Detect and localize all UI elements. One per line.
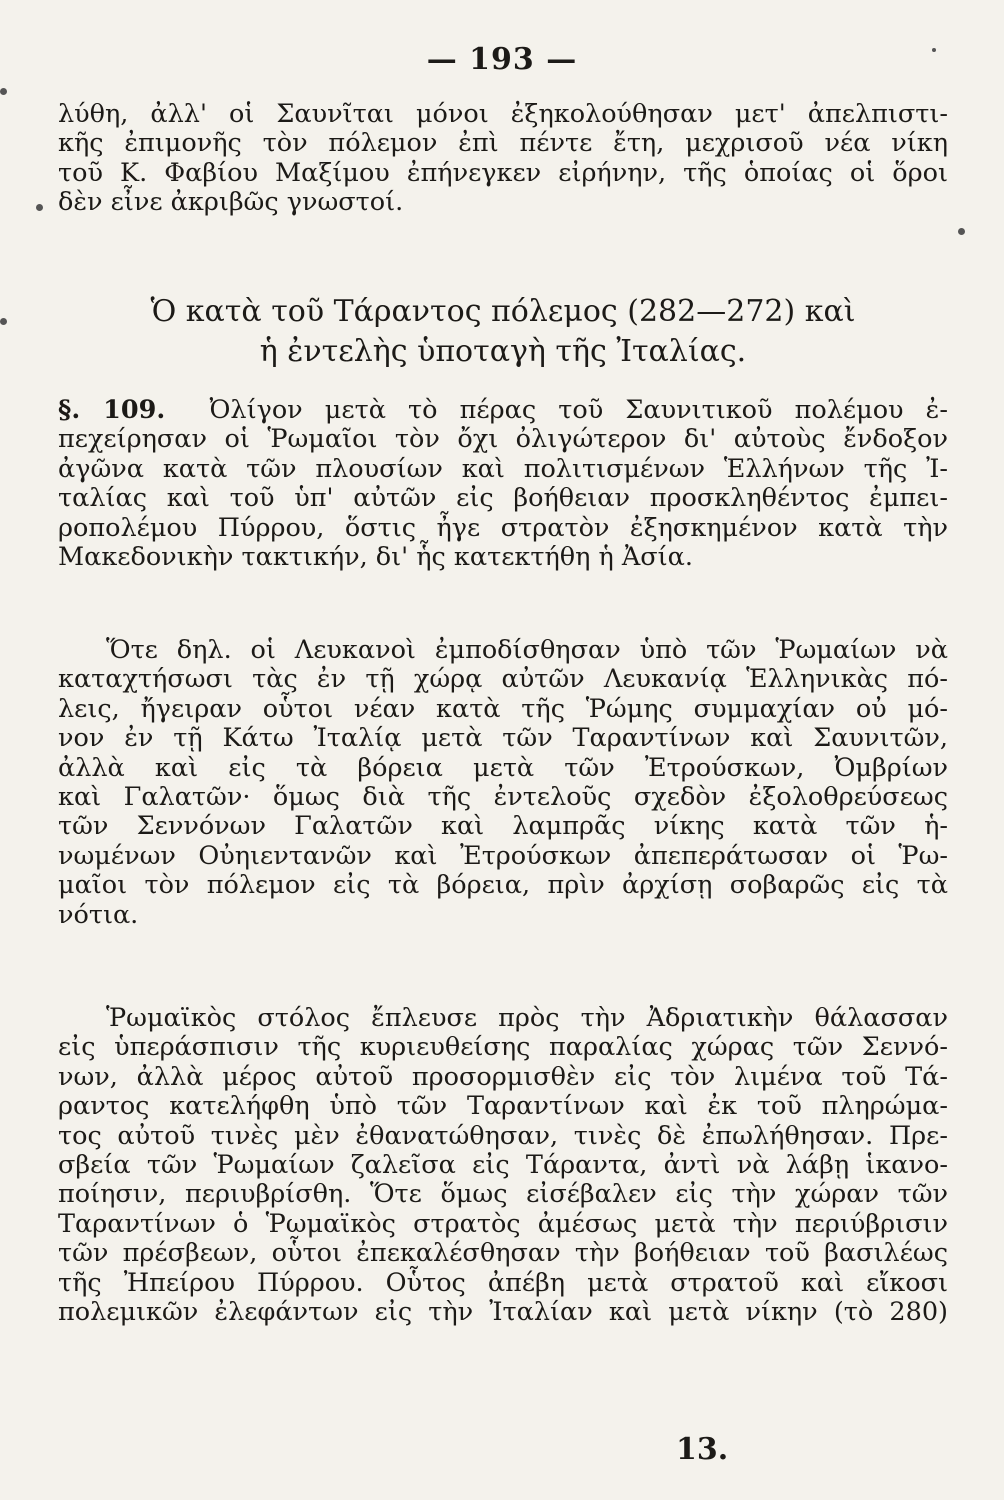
- text-line: ποίησιν, περιυβρίσθη. Ὅτε ὅμως εἰσέβαλεν εἰς τὴν χώραν τῶν: [58, 1179, 948, 1210]
- intro-paragraph: [58, 100, 948, 218]
- paragraph-2: [58, 636, 948, 930]
- print-speck: [932, 48, 936, 52]
- text-line: ροπολέμου Πύρρου, ὅστις ἦγε στρατὸν ἐξησκημένον κατὰ τὴν: [58, 512, 948, 543]
- text-line: νων, ἀλλὰ μέρος αὐτοῦ προσορμισθὲν εἰς τὸν λιμένα τοῦ Τά-: [58, 1061, 948, 1092]
- text-line: νωμένων Οὐηιεντανῶν καὶ Ἐτρούσκων ἀπεπεράτωσαν οἱ Ῥω-: [58, 840, 948, 871]
- text-line: πεχείρησαν οἱ Ῥωμαῖοι τὸν ὄχι ὀλιγώτερον δι' αὐτοὺς ἔνδοξον: [58, 424, 948, 455]
- text-line: Μακεδονικὴν τακτικήν, δι' ἧς κατεκτήθη ἡ Ἀσία.: [58, 542, 693, 573]
- text-line: ἀγῶνα κατὰ τῶν πλουσίων καὶ πολιτισμένων Ἑλλήνων τῆς Ἰ-: [58, 453, 948, 484]
- text-line: Ταραντίνων ὁ Ῥωμαϊκὸς στρατὸς ἀμέσως μετὰ τὴν περιύβρισιν: [58, 1208, 948, 1239]
- text-line: εἰς ὑπεράσπισιν τῆς κυριευθείσης παραλίας χώρας τῶν Σεννό-: [58, 1032, 948, 1063]
- text-line: δὲν εἶνε ἀκριβῶς γνωστοί.: [58, 187, 404, 218]
- text-line: τῶν Σεννόνων Γαλατῶν καὶ λαμπρᾶς νίκης κατὰ τῶν ἡ-: [58, 811, 948, 842]
- text-line: ταλίας καὶ τοῦ ὑπ' αὐτῶν εἰς βοήθειαν προσκληθέντος ἐμπει-: [58, 483, 948, 514]
- print-speck: [958, 228, 965, 235]
- signature-mark: 13.: [676, 1432, 729, 1467]
- text-line: Ὅτε δηλ. οἱ Λευκανοὶ ἐμποδίσθησαν ὑπὸ τῶν Ῥωμαίων νὰ: [106, 635, 948, 665]
- text-fragment: Ὀλίγον μετὰ τὸ πέρας τοῦ Σαυνιτικοῦ πολέμου ἐ-: [209, 395, 948, 425]
- text-line: τοῦ Κ. Φαβίου Μαξίμου ἐπήνεγκεν εἰρήνην, τῆς ὁποίας οἱ ὅροι: [58, 157, 948, 188]
- paragraph-3: [58, 1004, 948, 1327]
- text-line: λύθη, ἀλλ' οἱ Σαυνῖται μόνοι ἐξηκολούθησαν μετ' ἀπελπιστι-: [58, 99, 948, 129]
- text-line: [58, 396, 948, 425]
- text-line: μαῖοι τὸν πόλεμον εἰς τὰ βόρεια, πρὶν ἀρχίσῃ σοβαρῶς εἰς τὰ: [58, 870, 948, 901]
- print-speck: [36, 204, 43, 211]
- print-speck: [0, 88, 7, 95]
- text-line: νότια.: [58, 899, 139, 930]
- section-title-line: Ὁ κατὰ τοῦ Τάραντος πόλεμος (282—272) καὶ: [150, 294, 856, 329]
- text-line: νον ἐν τῇ Κάτω Ἰταλίᾳ μετὰ τῶν Ταραντίνων καὶ Σαυνιτῶν,: [58, 723, 948, 754]
- section-marker: §. 109.: [58, 395, 166, 425]
- print-speck: [0, 318, 7, 325]
- text-line: Ῥωμαϊκὸς στόλος ἔπλευσε πρὸς τὴν Ἀδριατικὴν θάλασσαν: [106, 1003, 948, 1033]
- paragraph-109: [58, 396, 948, 572]
- text-line: καταχτήσωσι τὰς ἐν τῇ χώρᾳ αὐτῶν Λευκανίᾳ Ἑλληνικὰς πό-: [58, 664, 948, 695]
- section-title-line: ἡ ἐντελὴς ὑποταγὴ τῆς Ἰταλίας.: [259, 334, 747, 369]
- text-line: τος αὐτοῦ τινὲς μὲν ἐθανατώθησαν, τινὲς δὲ ἐπωλήθησαν. Πρε-: [58, 1120, 948, 1151]
- text-line: τῆς Ἠπείρου Πύρρου. Οὗτος ἀπέβη μετὰ στρατοῦ καὶ εἴκοσι: [58, 1267, 948, 1298]
- section-title: [58, 292, 948, 372]
- text-line: σβεία τῶν Ῥωμαίων ζαλεῖσα εἰς Τάραντα, ἀντὶ νὰ λάβῃ ἱκανο-: [58, 1150, 948, 1181]
- text-line: καὶ Γαλατῶν· ὅμως διὰ τῆς ἐντελοῦς σχεδὸν ἐξολοθρεύσεως: [58, 782, 948, 813]
- text-line: κῆς ἐπιμονῆς τὸν πόλεμον ἐπὶ πέντε ἔτη, μεχρισοῦ νέα νίκη: [58, 128, 948, 159]
- text-line: πολεμικῶν ἐλεφάντων εἰς τὴν Ἰταλίαν καὶ μετὰ νίκην (τὸ 280): [58, 1297, 948, 1328]
- text-line: ραντος κατελήφθη ὑπὸ τῶν Ταραντίνων καὶ ἐκ τοῦ πληρώμα-: [58, 1091, 948, 1122]
- text-line: τῶν πρέσβεων, οὗτοι ἐπεκαλέσθησαν τὴν βοήθειαν τοῦ βασιλέως: [58, 1238, 948, 1269]
- text-line: ἀλλὰ καὶ εἰς τὰ βόρεια μετὰ τῶν Ἐτρούσκων, Ὀμβρίων: [58, 752, 948, 783]
- page-number: — 193 —: [426, 42, 578, 77]
- text-line: λεις, ἤγειραν οὗτοι νέαν κατὰ τῆς Ῥώμης συμμαχίαν οὐ μό-: [58, 693, 948, 724]
